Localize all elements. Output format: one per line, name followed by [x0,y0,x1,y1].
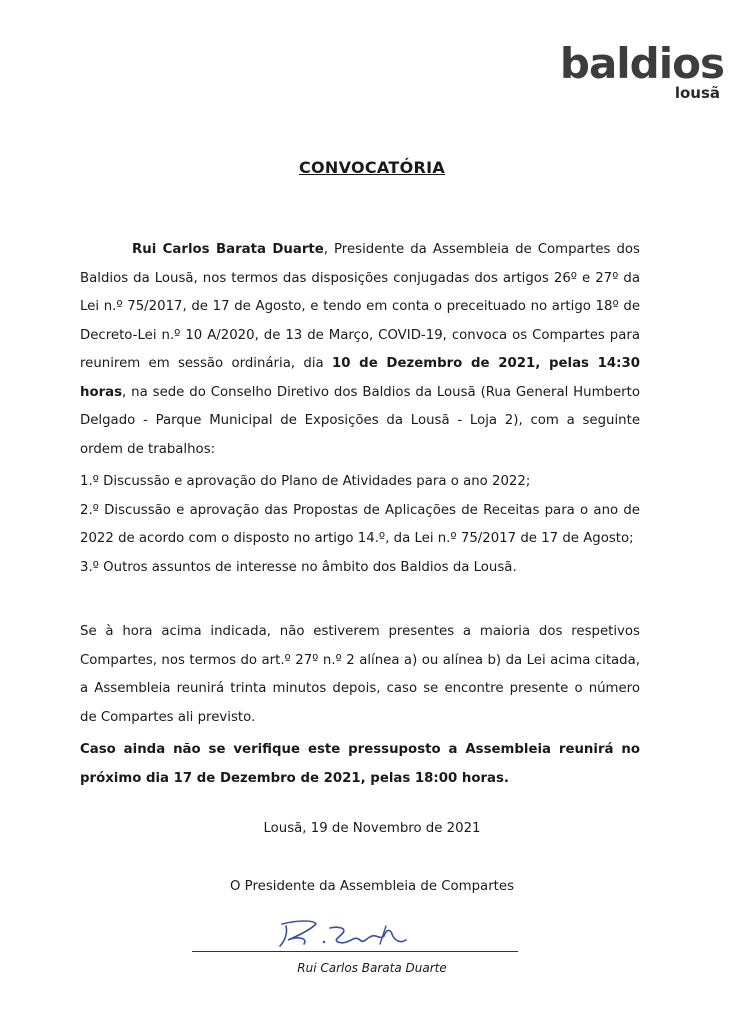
handwritten-signature [268,916,428,952]
quorum-paragraph: Se à hora acima indicada, não estiverem presentes a maioria dos respetivos Compartes, nos termos do art.º 27º n.º 2 alínea a) ou alínea b) da Lei acima citada, a Assembleia reunirá trinta minutos depois, caso se encontre presente o número de Compartes ali previsto. [80,624,640,725]
agenda-item: 1.º Discussão e aprovação do Plano de Atividades para o ano 2022; [80,474,531,489]
baldios-lousa-logo [534,40,724,110]
signature-line [192,951,518,952]
intro-text-part2: , na sede do Conselho Diretivo dos Baldios da Lousã (Rua General Humberto Delgado - Parque Municipal de Exposições da Lousã - Loja 2), com a seguinte ordem de trabalhos: [80,384,640,457]
intro-paragraph [80,236,640,464]
agenda-item: 2.º Discussão e aprovação das Propostas de Aplicações de Receitas para o ano de 2022 de acordo com o disposto no artigo 14.º, da Lei n.º 75/2017 de 17 de Agosto; [80,502,640,546]
place-and-date: Lousã, 19 de Novembro de 2021 [263,821,481,836]
signatory-role: O Presidente da Assembleia de Compartes [229,879,514,894]
agenda-list [80,468,640,582]
intro-text-part1: , Presidente da Assembleia de Compartes dos Baldios da Lousã, nos termos das disposições conjugadas dos artigos 26º e 27º da Lei n.º 75/2017, de 17 de Agosto, e tendo em conta o preceituado no artigo 18º de Decreto-Lei n.º 10 A/2020, de 13 de Março, COVID-19, convoca os Compartes para reunirem em sessão ordinária, dia [80,242,640,371]
logo-wordmark: baldios [559,39,724,88]
signatory-name: Rui Carlos Barata Duarte [297,961,447,975]
document-title: CONVOCATÓRIA [298,158,446,177]
agenda-item: 3.º Outros assuntos de interesse no âmbito dos Baldios da Lousã. [80,559,517,575]
second-call-paragraph: Caso ainda não se verifique este pressuposto a Assembleia reunirá no próximo dia 17 de Dezembro de 2021, pelas 18:00 horas. [80,742,640,786]
logo-subtitle: lousã [674,84,720,102]
convener-name: Rui Carlos Barata Duarte [132,242,324,257]
meeting-date-time: 10 de Dezembro de 2021, pelas 14:30 horas [80,356,640,400]
